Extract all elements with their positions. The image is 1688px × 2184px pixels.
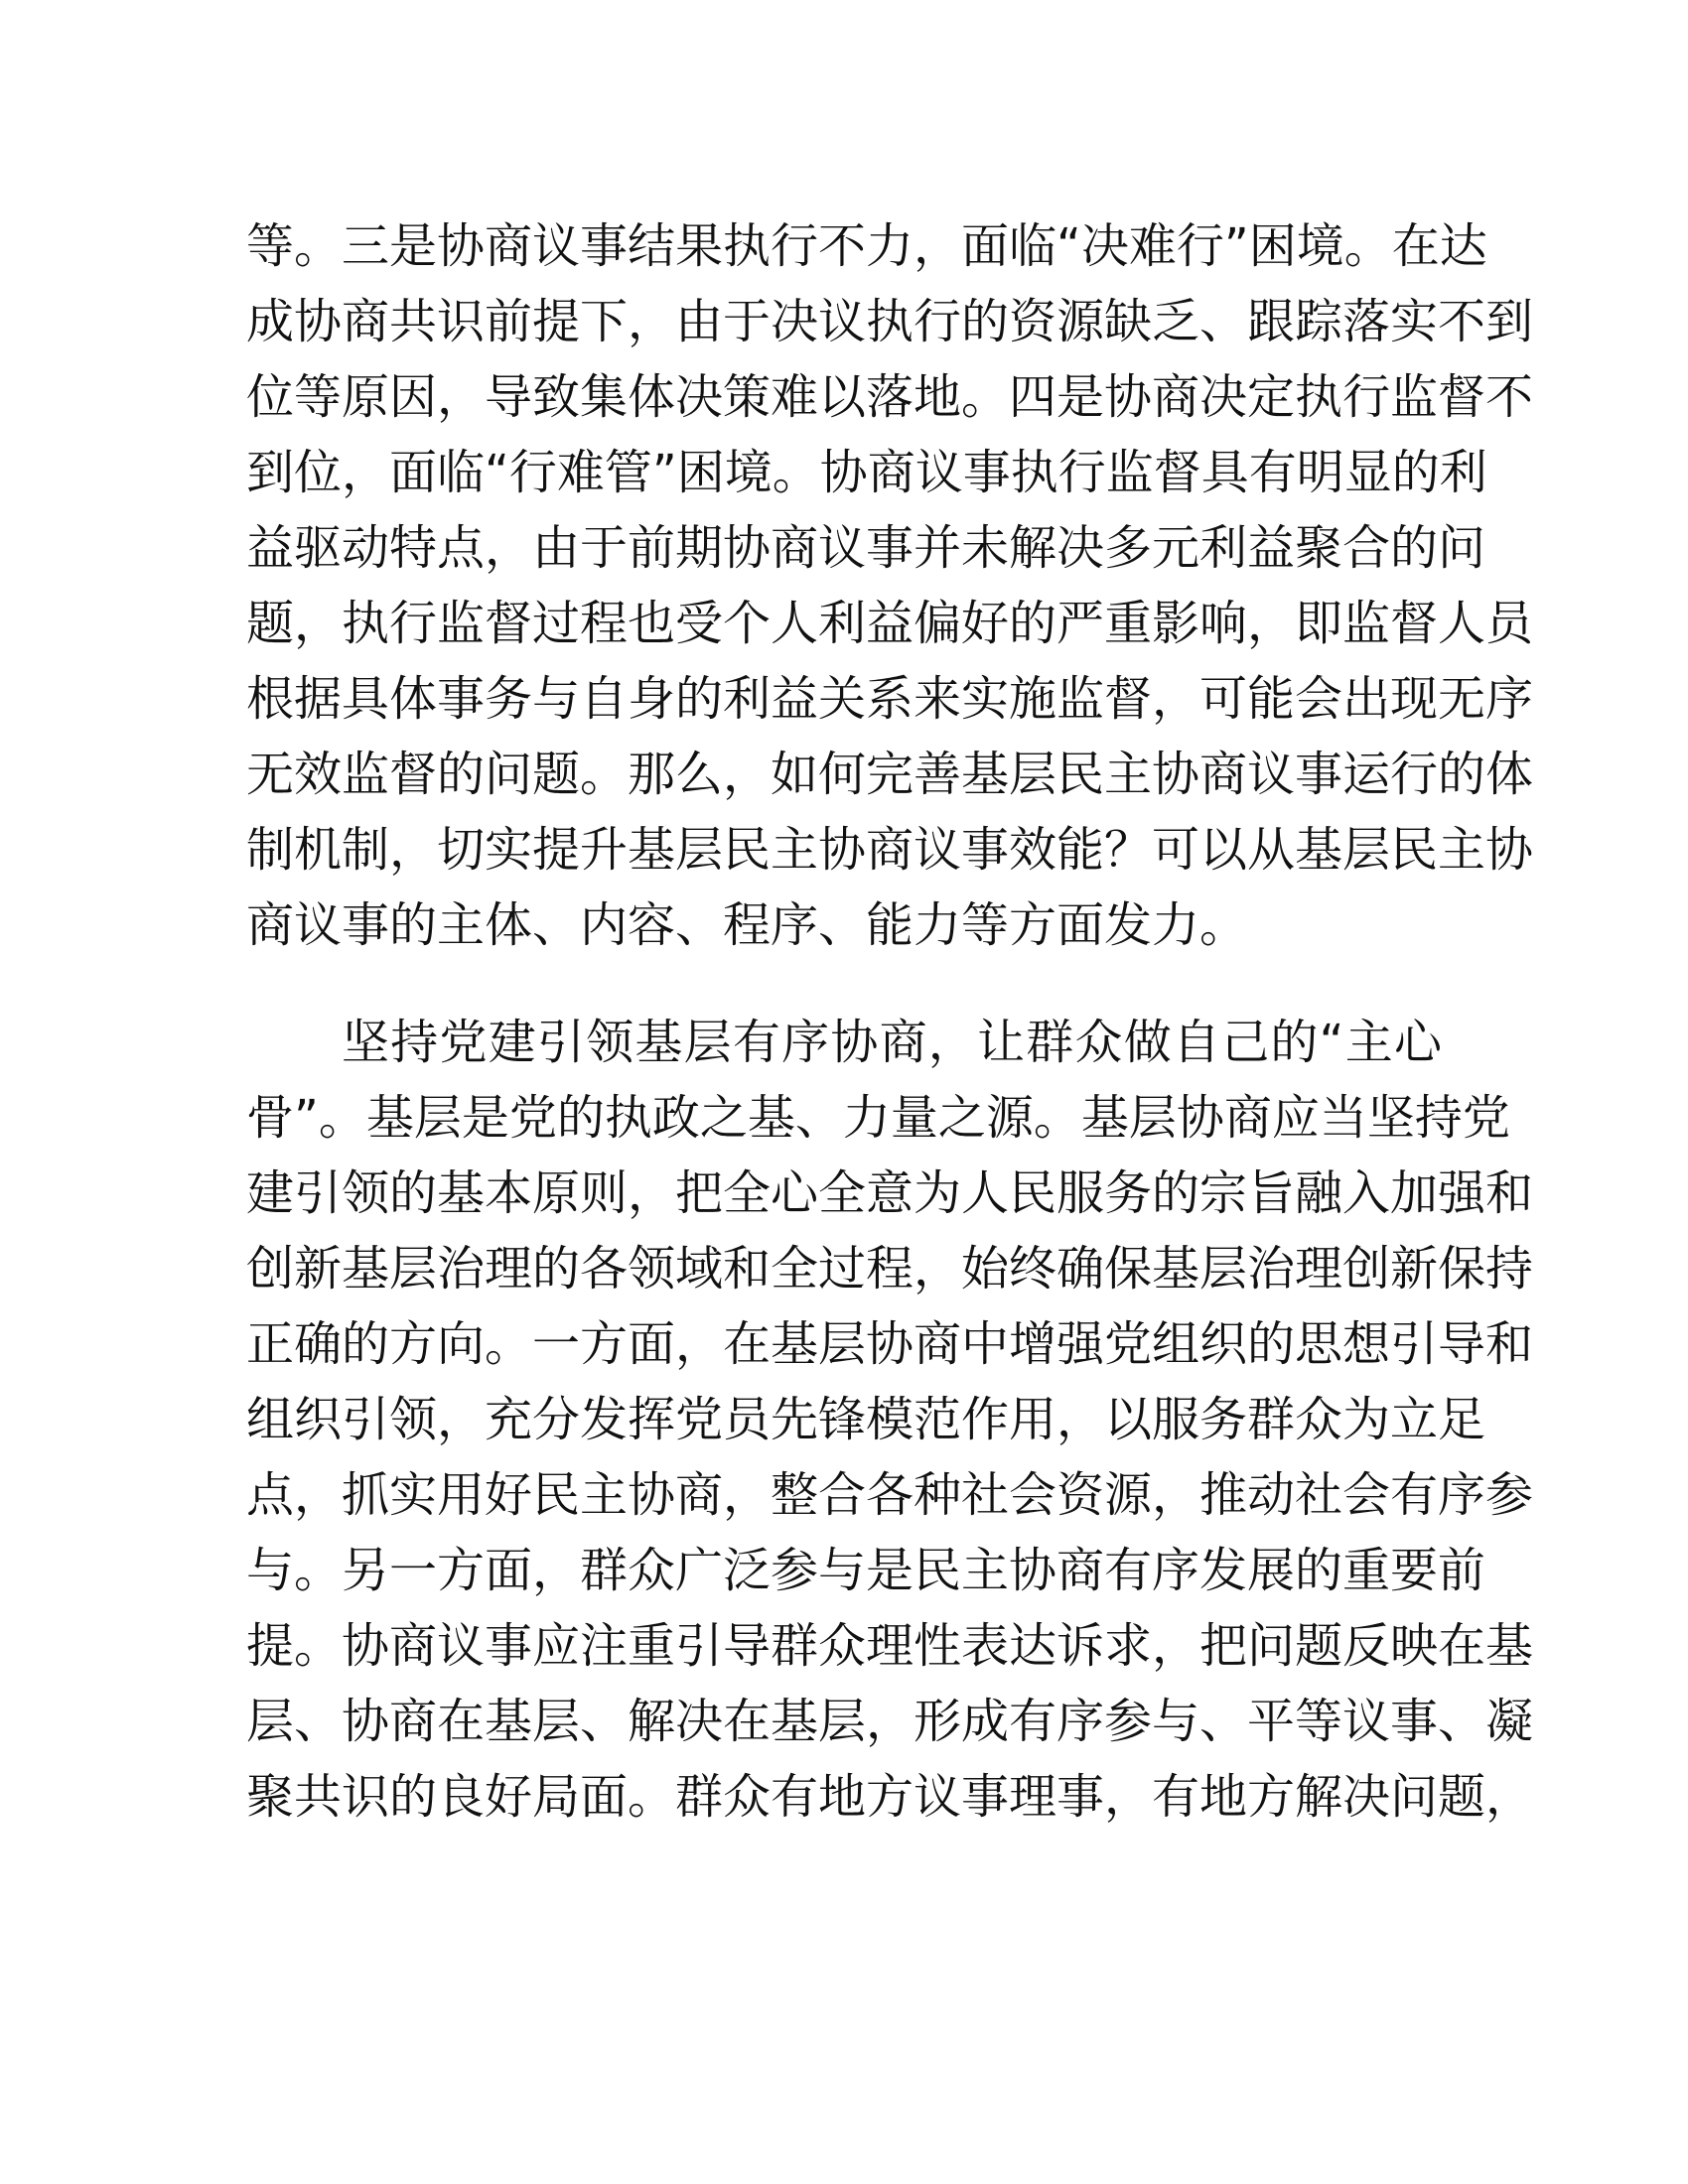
text-line: 坚持党建引领基层有序协商，让群众做自己的“主心: [342, 1015, 1442, 1070]
text-line: 益驱动特点，由于前期协商议事并未解决多元利益聚合的问: [246, 520, 1486, 576]
text-line: 提。协商议事应注重引导群众理性表达诉求，把问题反映在基: [246, 1618, 1534, 1674]
text-line: 商议事的主体、内容、程序、能力等方面发力。: [246, 897, 1248, 953]
text-line: 正确的方向。一方面，在基层协商中增强党组织的思想引导和: [246, 1316, 1534, 1372]
text-line: 到位，面临“行难管”困境。协商议事执行监督具有明显的利: [246, 445, 1487, 500]
paragraph-1: [246, 208, 1534, 963]
text-line: 根据具体事务与自身的利益关系来实施监督，可能会出现无序: [246, 671, 1534, 727]
text-line: 题，执行监督过程也受个人利益偏好的严重影响，即监督人员: [246, 596, 1534, 651]
text-line: 制机制，切实提升基层民主协商议事效能？可以从基层民主协: [246, 822, 1534, 878]
text-line: 骨”。基层是党的执政之基、力量之源。基层协商应当坚持党: [246, 1090, 1510, 1146]
text-line: 创新基层治理的各领域和全过程，始终确保基层治理创新保持: [246, 1241, 1534, 1297]
text-line: 等。三是协商议事结果执行不力，面临“决难行”困境。在达: [246, 218, 1487, 274]
text-line: 成协商共识前提下，由于决议执行的资源缺乏、跟踪落实不到: [246, 294, 1534, 349]
text-line: 组织引领，充分发挥党员先锋模范作用，以服务群众为立足: [246, 1392, 1486, 1447]
paragraph-2: [246, 1005, 1534, 1835]
text-line: 位等原因，导致集体决策难以落地。四是协商决定执行监督不: [246, 369, 1534, 425]
text-line: 建引领的基本原则，把全心全意为人民服务的宗旨融入加强和: [246, 1165, 1534, 1221]
text-line: 无效监督的问题。那么，如何完善基层民主协商议事运行的体: [246, 747, 1534, 802]
text-line: 层、协商在基层、解决在基层，形成有序参与、平等议事、凝: [246, 1694, 1534, 1749]
text-line: 聚共识的良好局面。群众有地方议事理事，有地方解决问题，: [246, 1769, 1534, 1825]
text-line: 点，抓实用好民主协商，整合各种社会资源，推动社会有序参: [246, 1467, 1534, 1523]
text-line: 与。另一方面，群众广泛参与是民主协商有序发展的重要前: [246, 1543, 1486, 1598]
